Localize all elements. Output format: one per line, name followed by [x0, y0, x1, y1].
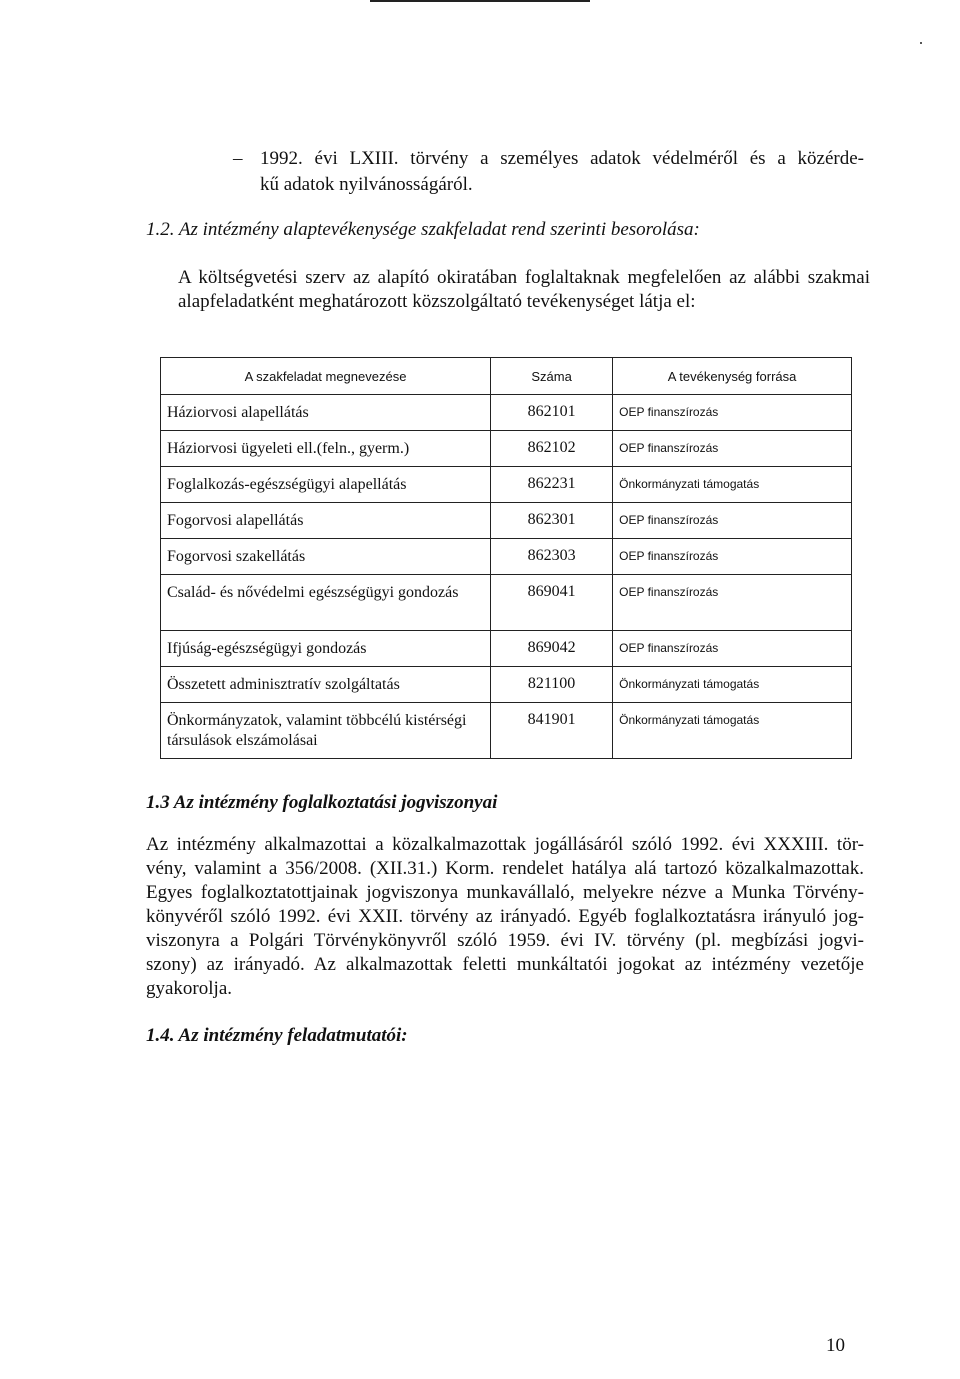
table-row	[161, 539, 852, 575]
duty-source: OEP finanszírozás	[613, 631, 852, 667]
duty-source: OEP finanszírozás	[613, 539, 852, 575]
bullet-text-line-1: 1992. évi LXIII. törvény a személyes adatok védelméről és a közérde-	[260, 148, 864, 169]
paragraph-line: könyvéről szóló 1992. évi XXII. törvény az irányadó. Egyéb foglalkoztatásra irányuló jog-	[146, 906, 864, 927]
duty-code: 821100	[491, 667, 613, 703]
duty-name: Háziorvosi ügyeleti ell.(feln., gyerm.)	[161, 431, 491, 467]
header-name: A szakfeladat megnevezése	[161, 358, 491, 395]
duty-name: Foglalkozás-egészségügyi alapellátás	[161, 467, 491, 503]
table-row	[161, 431, 852, 467]
duty-source: OEP finanszírozás	[613, 575, 852, 631]
scan-speck	[920, 42, 922, 44]
duty-source: OEP finanszírozás	[613, 431, 852, 467]
duty-name: Fogorvosi alapellátás	[161, 503, 491, 539]
duty-code: 862231	[491, 467, 613, 503]
duty-code: 862301	[491, 503, 613, 539]
section-1-3-heading: 1.3 Az intézmény foglalkoztatási jogviszonyai	[146, 792, 498, 813]
top-scan-rule	[370, 0, 590, 2]
table-row	[161, 575, 852, 631]
duty-code: 841901	[491, 703, 613, 759]
table-row	[161, 395, 852, 431]
duty-source: OEP finanszírozás	[613, 503, 852, 539]
duty-name: Háziorvosi alapellátás	[161, 395, 491, 431]
duties-table	[160, 357, 852, 759]
duty-code: 862101	[491, 395, 613, 431]
table-row	[161, 631, 852, 667]
table-row	[161, 667, 852, 703]
header-code: Száma	[491, 358, 613, 395]
paragraph-line: Egyes foglalkoztatottjainak jogviszonya munkavállaló, melyekre nézve a Munka Törvény-	[146, 882, 864, 903]
duty-name: Összetett adminisztratív szolgáltatás	[161, 667, 491, 703]
paragraph-line: Az intézmény alkalmazottai a közalkalmazottak jogállásáról szóló 1992. évi XXXIII. tör-	[146, 834, 864, 855]
table-row	[161, 467, 852, 503]
duty-name: Önkormányzatok, valamint többcélú kistérségi társulások elszámolásai	[161, 703, 491, 759]
section-1-3-paragraph	[146, 833, 864, 1001]
duty-name: Ifjúság-egészségügyi gondozás	[161, 631, 491, 667]
duty-code: 862303	[491, 539, 613, 575]
duty-code: 862102	[491, 431, 613, 467]
table-header-row	[161, 358, 852, 395]
header-source: A tevékenység forrása	[613, 358, 852, 395]
bullet-text-line-2: kű adatok nyilvánosságáról.	[260, 174, 473, 195]
section-1-4-heading: 1.4. Az intézmény feladatmutatói:	[146, 1025, 408, 1046]
section-1-2-heading: 1.2. Az intézmény alaptevékenysége szakfeladat rend szerinti besorolása:	[146, 219, 700, 240]
duty-code: 869042	[491, 631, 613, 667]
duty-source: Önkormányzati támogatás	[613, 667, 852, 703]
table-row	[161, 703, 852, 759]
section-1-2-paragraph	[178, 266, 870, 314]
page-number: 10	[826, 1335, 845, 1356]
table-row	[161, 503, 852, 539]
bullet-dash: –	[233, 148, 243, 169]
duty-code: 869041	[491, 575, 613, 631]
duty-source: Önkormányzati támogatás	[613, 703, 852, 759]
duty-name: Fogorvosi szakellátás	[161, 539, 491, 575]
duty-source: Önkormányzati támogatás	[613, 467, 852, 503]
duty-name: Család- és nővédelmi egészségügyi gondozás	[161, 575, 491, 631]
paragraph-line: gyakorolja.	[146, 978, 233, 999]
paragraph-line: szony) az irányadó. Az alkalmazottak feletti munkáltatói jogokat az intézmény vezetője	[146, 954, 864, 975]
paragraph-line: A költségvetési szerv az alapító okiratában foglaltaknak megfelelően az alábbi szakmai	[178, 267, 870, 288]
paragraph-line: alapfeladatként meghatározott közszolgáltató tevékenységet látja el:	[178, 291, 696, 312]
paragraph-line: viszonyra a Polgári Törvénykönyvről szóló 1959. évi IV. törvény (pl. megbízási jogvi-	[146, 930, 864, 951]
duty-source: OEP finanszírozás	[613, 395, 852, 431]
paragraph-line: vény, valamint a 356/2008. (XII.31.) Korm. rendelet hatálya alá tartozó közalkalmazottak.	[146, 858, 864, 879]
